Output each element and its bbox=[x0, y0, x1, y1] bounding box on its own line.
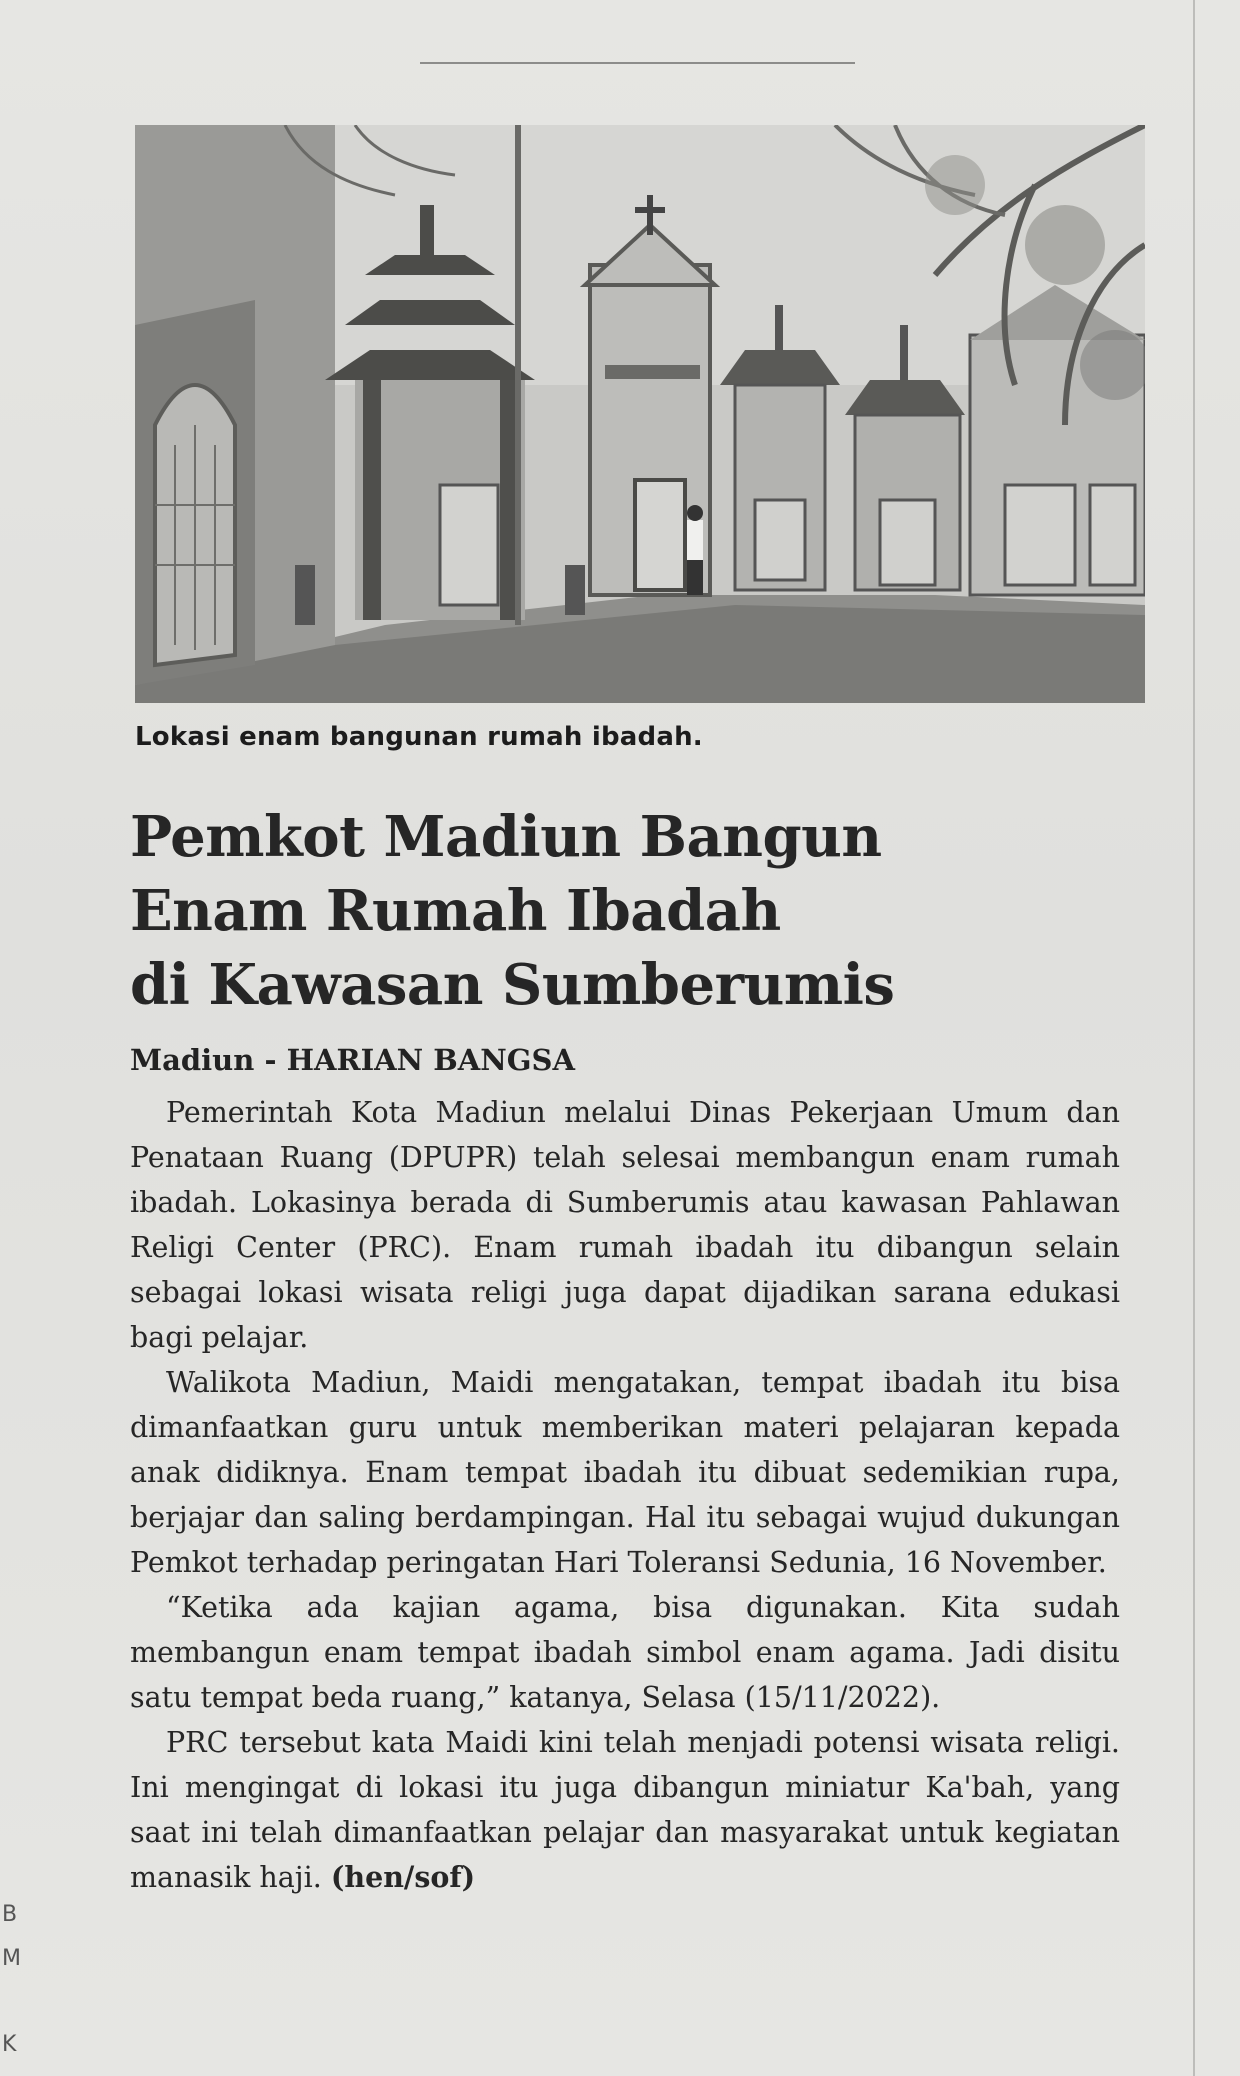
photo-caption: Lokasi enam bangunan rumah ibadah. bbox=[135, 722, 703, 752]
body-paragraph-last bbox=[130, 1720, 1120, 1900]
dateline: Madiun - HARIAN BANGSA bbox=[130, 1043, 575, 1077]
margin-mark: B bbox=[2, 1902, 18, 1927]
margin-mark: K bbox=[2, 2032, 17, 2057]
article-photo bbox=[135, 125, 1145, 703]
body-paragraph: “Ketika ada kajian agama, bisa digunakan. Kita sudah membangun enam tempat ibadah simbol enam agama. Jadi disitu satu tempat beda ruang,” katanya, Selasa (15/11/2022). bbox=[130, 1591, 1120, 1714]
author-credit: (hen/sof) bbox=[330, 1860, 476, 1894]
headline-line: Enam Rumah Ibadah bbox=[130, 878, 781, 944]
body-paragraph: Walikota Madiun, Maidi mengatakan, tempat ibadah itu bisa dimanfaatkan guru untuk memberikan materi pelajaran kepada anak didiknya. Enam tempat ibadah itu dibuat sedemikian rupa, berjajar dan saling berdampingan. Hal itu sebagai wujud dukungan Pemkot terhadap peringatan Hari Toleransi Sedunia, 16 November. bbox=[130, 1366, 1120, 1579]
top-divider bbox=[420, 62, 855, 64]
margin-mark: M bbox=[2, 1946, 21, 1971]
headline-line: di Kawasan Sumberumis bbox=[130, 952, 895, 1018]
headline-line: Pemkot Madiun Bangun bbox=[130, 804, 882, 870]
body-paragraph: PRC tersebut kata Maidi kini telah menjadi potensi wisata religi. Ini mengingat di lokasi itu juga dibangun miniatur Ka'bah, yang saat ini telah dimanfaatkan pelajar dan masyarakat untuk kegiatan manasik haji. bbox=[130, 1726, 1120, 1894]
headline bbox=[130, 800, 1190, 1022]
article-body bbox=[130, 1090, 1120, 1900]
body-paragraph: Pemerintah Kota Madiun melalui Dinas Pekerjaan Umum dan Penataan Ruang (DPUPR) telah selesai membangun enam rumah ibadah. Lokasinya berada di Sumberumis atau kawasan Pahlawan Religi Center (PRC). Enam rumah ibadah itu dibangun selain sebagai lokasi wisata religi juga dapat dijadikan sarana edukasi bagi pelajar. bbox=[130, 1096, 1120, 1354]
column-rule bbox=[1193, 0, 1195, 2076]
